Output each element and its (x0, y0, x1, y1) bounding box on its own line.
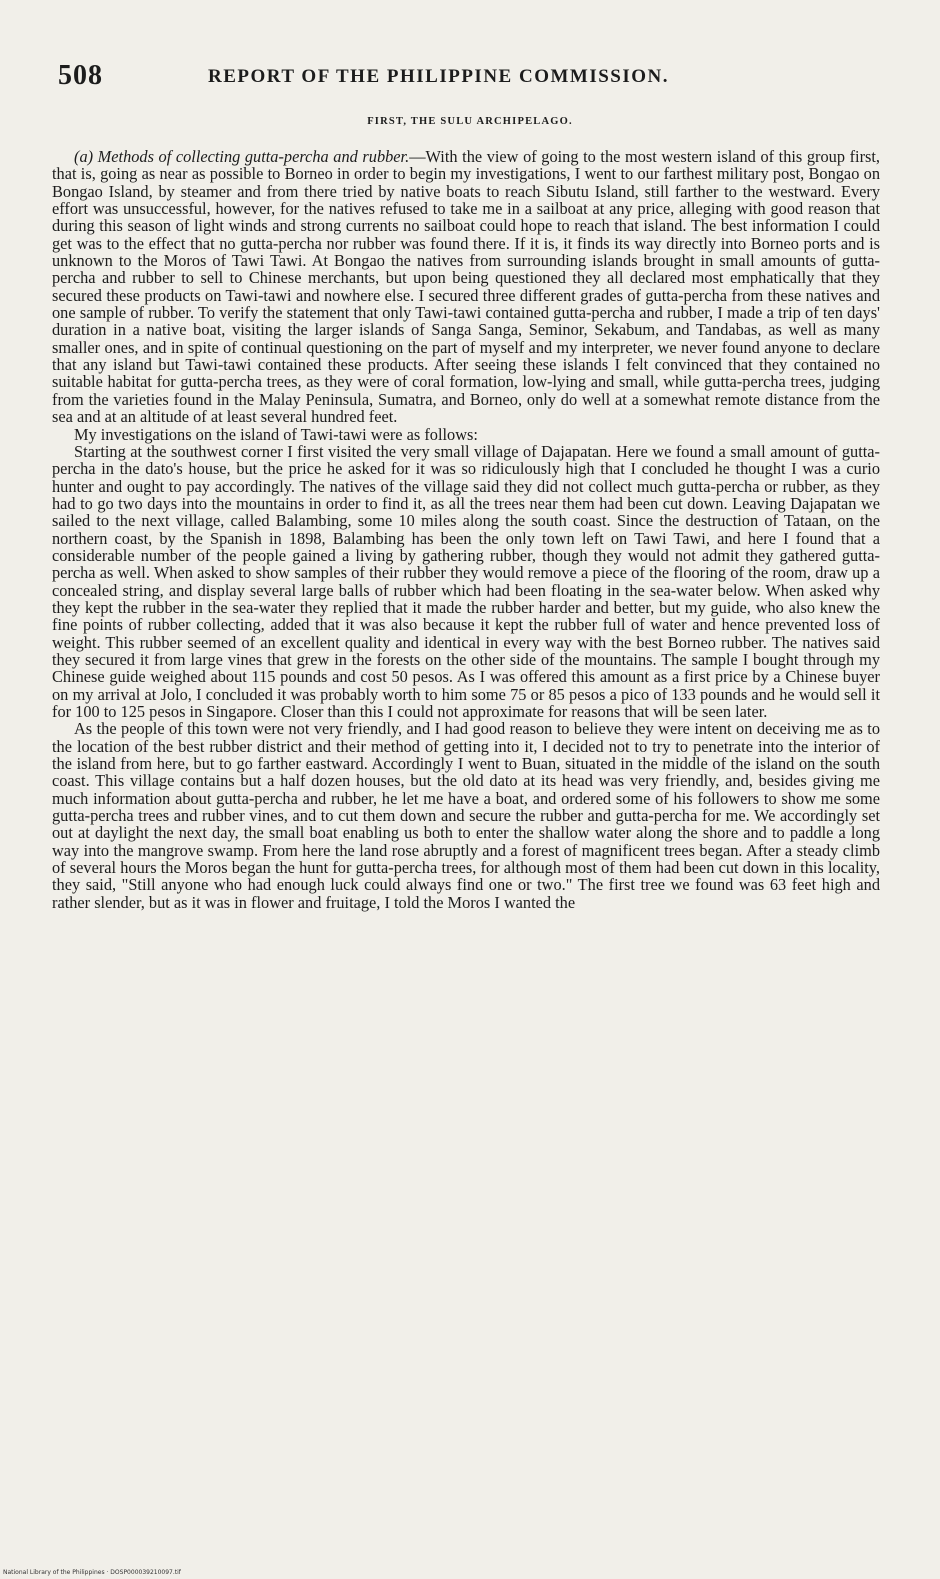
paragraph-lead: (a) Methods of collecting gutta-percha and rubber. (74, 147, 410, 166)
running-head: REPORT OF THE PHILIPPINE COMMISSION. (208, 66, 670, 87)
paragraph-dajapatan: Starting at the southwest corner I first visited the very small village of Dajapatan. Here we found a small amount of gutta-percha in the dato's house, but the price he asked for it was so ridiculously high that I concluded he thought I was a curio hunter and ought to pay accordingly. The natives of the village said they did not collect much gutta-percha or rubber, as they had to go two days into the mountains in order to find it, as all the trees near them had been cut down. Leaving Dajapatan we sailed to the next village, called Balambing, some 10 miles along the south coast. Since the destruction of Tataan, on the northern coast, by the Spanish in 1898, Balambing has been the only town left on Tawi Tawi, and here I found that a considerable number of the people gained a living by gathering rubber, though they would not admit they gathered gutta-percha as well. When asked to show samples of their rubber they would remove a piece of the flooring of the room, draw up a concealed string, and display several large balls of rubber which had been floating in the sea-water below. When asked why they kept the rubber in the sea-water they replied that it made the rubber harder and better, but my guide, who also knew the fine points of rubber collecting, added that it was also because it kept the rubber full of water and hence prevented loss of weight. This rubber seemed of an excellent quality and identical in every way with the best Borneo rubber. The natives said they secured it from large vines that grew in the forests on the other side of the mountains. The sample I bought through my Chinese guide weighed about 115 pounds and cost 50 pesos. As I was offered this amount as a first price by a Chinese buyer on my arrival at Jolo, I concluded it was probably worth to him some 75 or 85 pesos a pico of 133 pounds and he would sell it for 100 to 125 pesos in Singapore. Closer than this I could not approximate for reasons that will be seen later. (52, 441, 880, 721)
page-number: 508 (58, 60, 103, 91)
paragraph-buan: As the people of this town were not very friendly, and I had good reason to believe they were intent on deceiving me as to the location of the best rubber district and their method of getting into it, I decided not to try to penetrate into the interior of the island from here, but to go farther eastward. Accordingly I went to Buan, situated in the middle of the island on the south coast. This village contains but a half dozen houses, but the old dato at its head was very friendly, and, besides giving me much information about gutta-percha and rubber, he let me have a boat, and ordered some of his followers to show me some gutta-percha trees and rubber vines, and to cut them down and secure the rubber and gutta-percha for me. We accordingly set out at daylight the next day, the small boat enabling us both to enter the shallow water along the shore and to paddle a long way into the mangrove swamp. From here the land rose abruptly and a forest of magnificent trees began. After a steady climb of several hours the Moros began the hunt for gutta-percha trees, for although most of them had been cut down in this locality, they said, "Still anyone who had enough luck could always find one or two." The first tree we found was 63 feet high and rather slender, but as it was in flower and fruitage, I told the Moros I wanted the (52, 719, 880, 912)
paragraph-text: —With the view of going to the most western island of this group first, that is, going as near as possible to Borneo in order to begin my investigations, I went to our farthest military post, Bongao on Bongao Island, by steamer and from there tried by native boats to reach Sibutu Island, still farther to the westward. Every effort was unsuccessful, however, for the natives refused to take me in a sailboat at any price, alleging with good reason that during this season of light winds and strong currents no sailboat could hope to reach that island. The best information I could get was to the effect that no gutta-percha nor rubber was found there. If it is, it finds its way directly into Borneo ports and is unknown to the Moros of Tawi Tawi. At Bongao the natives from surrounding islands brought in small amounts of gutta-percha and rubber to sell to Chinese merchants, but upon being questioned they all declared most emphatically that they secured these products on Tawi-tawi and nowhere else. I secured three different grades of gutta-percha from these natives and one sample of rubber. To verify the statement that only Tawi-tawi contained gutta-percha and rubber, I made a trip of ten days' duration in a native boat, visiting the larger islands of Sanga Sanga, Seminor, Sekabum, and Tandabas, as well as many smaller ones, and in spite of continual questioning on the part of myself and my interpreter, we never found anyone to declare that any island but Tawi-tawi contained these products. After seeing these islands I felt convinced that they contained no suitable habitat for gutta-percha trees, as they were of coral formation, low-lying and small, while gutta-percha trees, judging from the varieties found in the Malay Peninsula, Sumatra, and Borneo, only do well at a somewhat remote distance from the sea and at an altitude of at least several hundred feet. (52, 147, 881, 427)
body-text (52, 148, 880, 911)
paragraph-investigations-intro: My investigations on the island of Tawi-tawi were as follows: (74, 424, 478, 444)
paragraph-methods (52, 148, 880, 426)
page-header (58, 60, 878, 100)
scan-footer: National Library of the Philippines · DOSP000039210097.tif (3, 1569, 181, 1576)
section-title: FIRST, THE SULU ARCHIPELAGO. (367, 116, 573, 127)
